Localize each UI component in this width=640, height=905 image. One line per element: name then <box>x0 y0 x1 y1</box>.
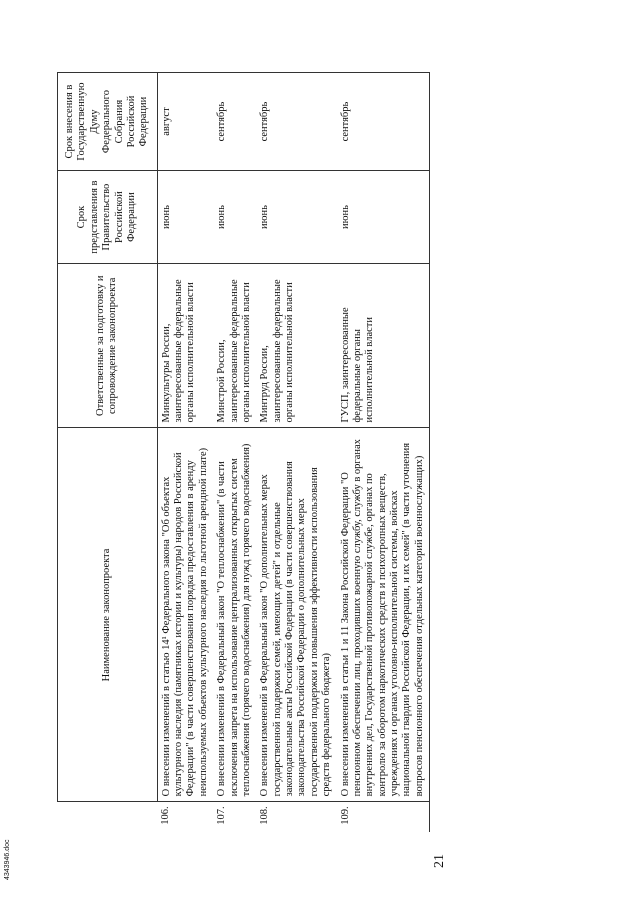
gov-deadline: июнь <box>337 171 430 264</box>
header-duma-deadline: Срок внесения в Государственную Думу Федерального Собрания Российской Федерации <box>58 73 158 171</box>
header-responsible: Ответственные за подготовку и сопровождение законопроекта <box>58 264 158 428</box>
row-number: 108. <box>259 806 271 825</box>
gov-deadline: июнь <box>213 171 256 264</box>
row-number: 109. <box>337 802 430 832</box>
responsible-agencies: Минстрой России, заинтересованные федеральные органы исполнительной власти <box>213 264 256 428</box>
row-number: 106. <box>160 806 172 825</box>
table-row <box>213 73 256 833</box>
duma-deadline: сентябрь <box>213 73 256 171</box>
bill-name: О внесении изменений в Федеральный закон "О дополнительных мерах государственной поддержки семей, имеющих детей" и отдельные законодательные акты Российской Федерации (в части совершенствования законодательства Российской Федерации о дополнительных мерах государственной поддержки и повышения эффективности использования средств федерального бюджета) <box>256 428 336 802</box>
bill-name: О внесении изменений в статьи 1 и 11 Закона Российской Федерации "О пенсионном обеспечении лиц, проходивших военную службу, службу в органах внутренних дел, Государственной противопожарной службе, органах по контролю за оборотом наркотических средств и психотропных веществ, учреждениях и органах уголовно-исполнительной системы, войсках национальной гвардии Российской Федерации, и их семей" (в части уточнения вопросов пенсионного обеспечения отдельных категорий военнослужащих) <box>337 428 430 802</box>
responsible-agencies: Минтруд России, заинтересованные федеральные органы исполнительной власти <box>256 264 336 428</box>
table-row <box>337 73 430 833</box>
bill-name: О внесении изменений в Федеральный закон "О теплоснабжении" (в части исключения запрета на использование централизованных открытых систем теплоснабжения (горячего водоснабжения) для нужд горячего водоснабжения) <box>213 428 256 802</box>
number-header <box>58 802 158 832</box>
header-gov-deadline: Срок представления в Правительство Российской Федерации <box>58 171 158 264</box>
page-number: 21 <box>432 854 447 868</box>
bills-table <box>57 72 430 832</box>
table-row <box>256 73 336 833</box>
gov-deadline: июнь <box>157 171 213 264</box>
footer-file-code: 4343946.doc <box>4 839 11 880</box>
responsible-agencies: ГУСП, заинтересованные федеральные органы исполнительной власти <box>337 264 430 428</box>
row-number: 107. <box>216 806 228 825</box>
duma-deadline: сентябрь <box>337 73 430 171</box>
responsible-agencies: Минкультуры России, заинтересованные федеральные органы исполнительной власти <box>157 264 213 428</box>
table-header-row <box>58 73 158 833</box>
bill-name: О внесении изменений в статью 14¹ Федерального закона "Об объектах культурного наследия (памятниках истории и культуры) народов Российской Федерации" (в части совершенствования порядка предоставления в аренду неиспользуемых объектов культурного наследия по льготной арендной плате) <box>157 428 213 802</box>
duma-deadline: август <box>157 73 213 171</box>
gov-deadline: июнь <box>256 171 336 264</box>
table-row <box>157 73 213 833</box>
header-name: Наименование законопроекта <box>58 428 158 802</box>
rotated-landscape-content <box>57 42 542 868</box>
duma-deadline: сентябрь <box>256 73 336 171</box>
